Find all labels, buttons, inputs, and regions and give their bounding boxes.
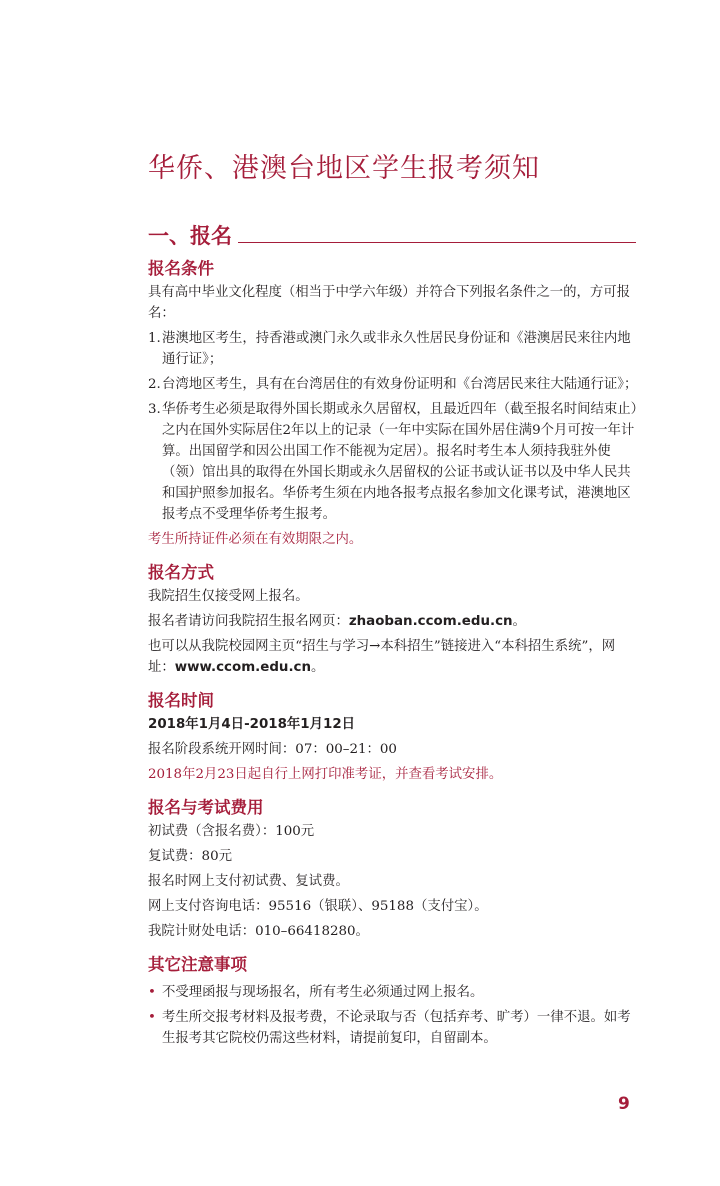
method-heading: 报名方式: [148, 563, 214, 582]
page-number: 9: [618, 1094, 630, 1114]
condition-item: [148, 328, 638, 370]
other-section: [148, 952, 638, 1049]
fee-line: 报名时网上支付初试费、复试费。: [148, 874, 349, 889]
conditions-section: [148, 256, 638, 550]
section-header: [148, 220, 636, 248]
section-rule: [238, 242, 636, 243]
condition-text: 华侨考生必须是取得外国长期或永久居留权，且最近四年（截至报名时间结束止）之内在国外实际居住2年以上的记录（一年中实际在国外居住满9个月可按一年计算。出国留学和因公出国工作不能视为定居）。报名时考生本人须持我驻外使（领）馆出具的取得在外国长期或永久居留权的公证书或认证书以及中华人民共和国护照参加报名。华侨考生须在内地各报考点报名参加文化课考试，港澳地区报考点不受理华侨考生报考。: [162, 402, 638, 522]
registration-url-link[interactable]: zhaoban.ccom.edu.cn: [348, 614, 513, 629]
method-text: 。: [311, 660, 325, 675]
method-text: 报名者请访问我院招生报名网页：: [148, 614, 349, 629]
condition-text: 台湾地区考生，具有在台湾居住的有效身份证明和《台湾居民来往大陆通行证》；: [162, 377, 638, 392]
fees-heading: 报名与考试费用: [148, 798, 264, 817]
fee-line: 初试费（含报名费）：100元: [148, 824, 315, 839]
fee-line: 网上支付咨询电话：95516（银联）、95188（支付宝）。: [148, 899, 488, 914]
section-label: 一、报名: [148, 224, 232, 248]
other-text: 不受理函报与现场报名，所有考生必须通过网上报名。: [162, 985, 484, 1000]
method-line: [148, 636, 638, 678]
other-heading: 其它注意事项: [148, 955, 247, 974]
other-text: 考生所交报考材料及报考费，不论录取与否（包括弃考、旷考）一律不退。如考生报考其它院校仍需这些材料，请提前复印，自留副本。: [162, 1010, 631, 1046]
time-heading: 报名时间: [148, 691, 214, 710]
method-section: [148, 560, 638, 678]
other-item: [148, 982, 638, 1003]
time-section: [148, 688, 638, 785]
condition-text: 港澳地区考生，持香港或澳门永久或非永久性居民身份证和《港澳居民来往内地通行证》；: [162, 331, 631, 367]
condition-number: 2.: [148, 377, 161, 392]
method-text: 。: [512, 614, 526, 629]
condition-item: [148, 399, 638, 525]
condition-number: 1.: [148, 331, 161, 346]
content-body: [148, 256, 638, 1049]
fees-section: [148, 795, 638, 942]
fee-line: 我院计财处电话：010–66418280。: [148, 924, 369, 939]
conditions-note: 考生所持证件必须在有效期限之内。: [148, 532, 363, 547]
method-line: [148, 611, 638, 632]
time-system: 报名阶段系统开网时间：07：00–21：00: [148, 742, 397, 757]
time-note: 2018年2月23日起自行上网打印准考证，并查看考试安排。: [148, 767, 503, 782]
bullet-icon: •: [148, 985, 156, 1000]
conditions-heading: 报名条件: [148, 259, 214, 278]
condition-number: 3.: [148, 402, 161, 417]
fee-line: 复试费：80元: [148, 849, 232, 864]
campus-url-link[interactable]: www.ccom.edu.cn: [174, 660, 311, 675]
condition-item: [148, 374, 638, 395]
method-line: 我院招生仅接受网上报名。: [148, 589, 309, 604]
time-range: 2018年1月4日-2018年1月12日: [148, 717, 356, 732]
page-title: 华侨、港澳台地区学生报考须知: [148, 153, 540, 184]
other-item: [148, 1007, 638, 1049]
method-text: 也可以从我院校园网主页“招生与学习→本科招生”链接进入“本科招生系统”，网址：: [148, 639, 616, 675]
conditions-intro: 具有高中毕业文化程度（相当于中学六年级）并符合下列报名条件之一的，方可报名：: [148, 285, 631, 321]
bullet-icon: •: [148, 1010, 156, 1025]
